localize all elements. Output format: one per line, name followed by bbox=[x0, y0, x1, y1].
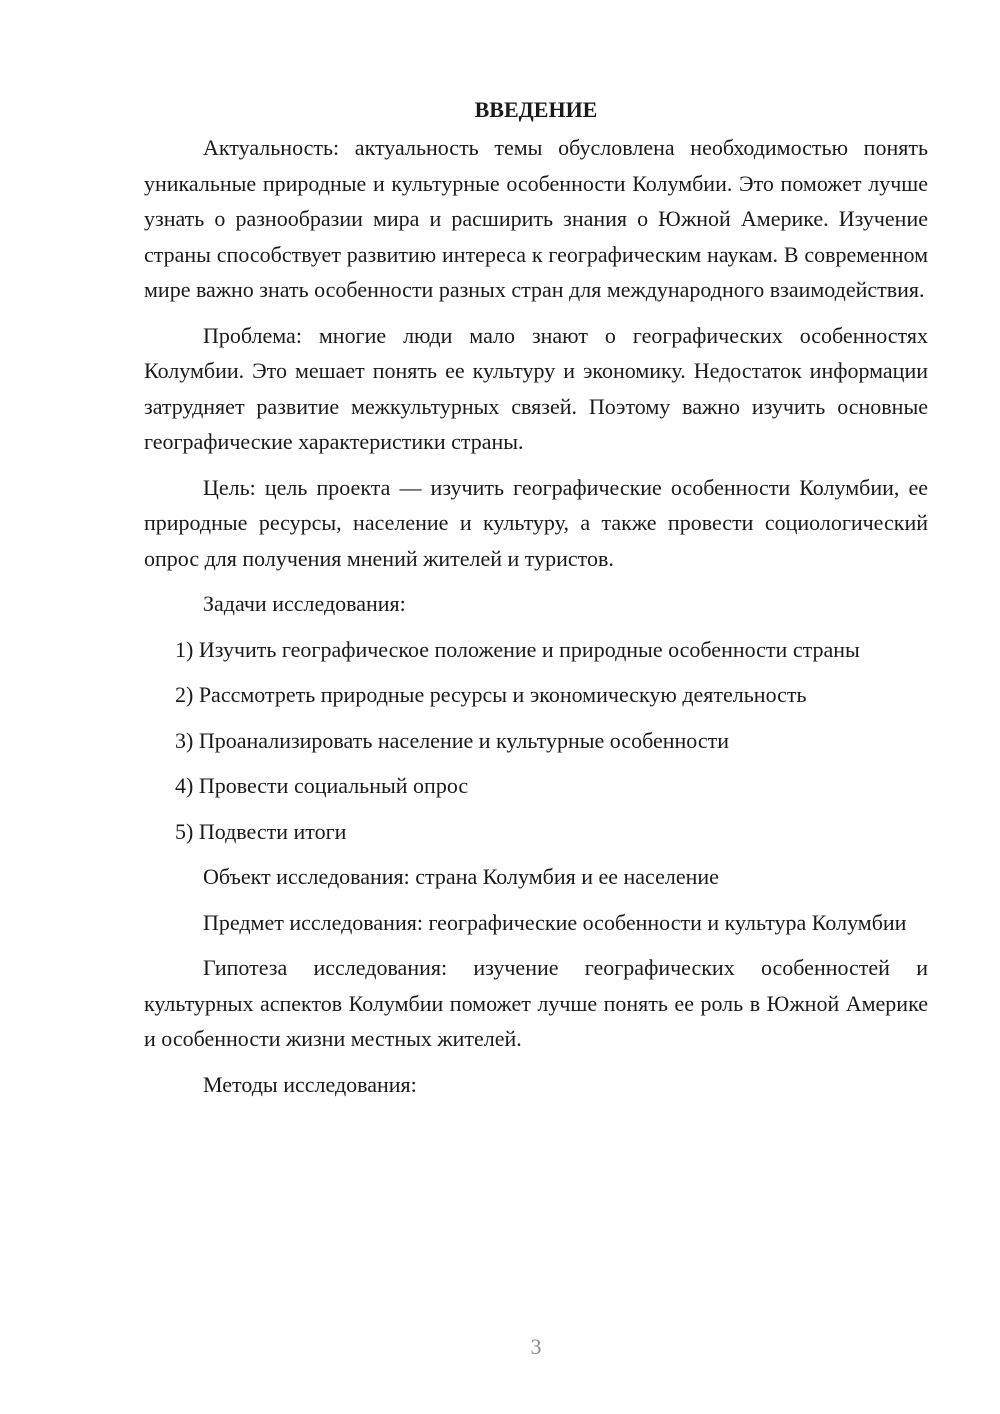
object-paragraph: Объект исследования: страна Колумбия и ее население bbox=[203, 864, 719, 889]
problem-paragraph: Проблема: многие люди мало знают о географических особенностях Колумбии. Это мешает понять ее культуру и экономику. Недостаток информации затрудняет развитие межкультурных связей. Поэтому важно изучить основные географические характеристики страны. bbox=[144, 322, 928, 454]
section-heading: ВВЕДЕНИЕ bbox=[474, 97, 598, 122]
task-item: 4) Провести социальный опрос bbox=[175, 773, 469, 798]
tasks-list bbox=[144, 632, 928, 850]
relevance-paragraph: Актуальность: актуальность темы обусловлена необходимостью понять уникальные природные и культурные особенности Колумбии. Это поможет лучше узнать о разнообразии мира и расширить знания о Южной Америке. Изучение страны способствует развитию интереса к географическим наукам. В современном мире важно знать особенности разных стран для международного взаимодействия. bbox=[144, 135, 928, 302]
tasks-title: Задачи исследования: bbox=[203, 591, 406, 616]
task-item: 5) Подвести итоги bbox=[175, 818, 347, 844]
goal-paragraph: Цель: цель проекта — изучить географические особенности Колумбии, ее природные ресурсы, население и культуру, а также провести социологический опрос для получения мнений жителей и туристов. bbox=[144, 474, 928, 571]
page-number: 3 bbox=[530, 1334, 542, 1359]
subject-paragraph: Предмет исследования: географические особенности и культура Колумбии bbox=[203, 909, 907, 935]
document-page bbox=[144, 92, 928, 1112]
task-item: 3) Проанализировать население и культурные особенности bbox=[175, 727, 729, 753]
task-item: 1) Изучить географическое положение и природные особенности страны bbox=[175, 636, 860, 662]
task-item: 2) Рассмотреть природные ресурсы и экономическую деятельность bbox=[175, 682, 807, 707]
methods-title: Методы исследования: bbox=[203, 1071, 417, 1097]
hypothesis-paragraph: Гипотеза исследования: изучение географических особенностей и культурных аспектов Колумбии поможет лучше понять ее роль в Южной Америке и особенности жизни местных жителей. bbox=[144, 955, 928, 1051]
